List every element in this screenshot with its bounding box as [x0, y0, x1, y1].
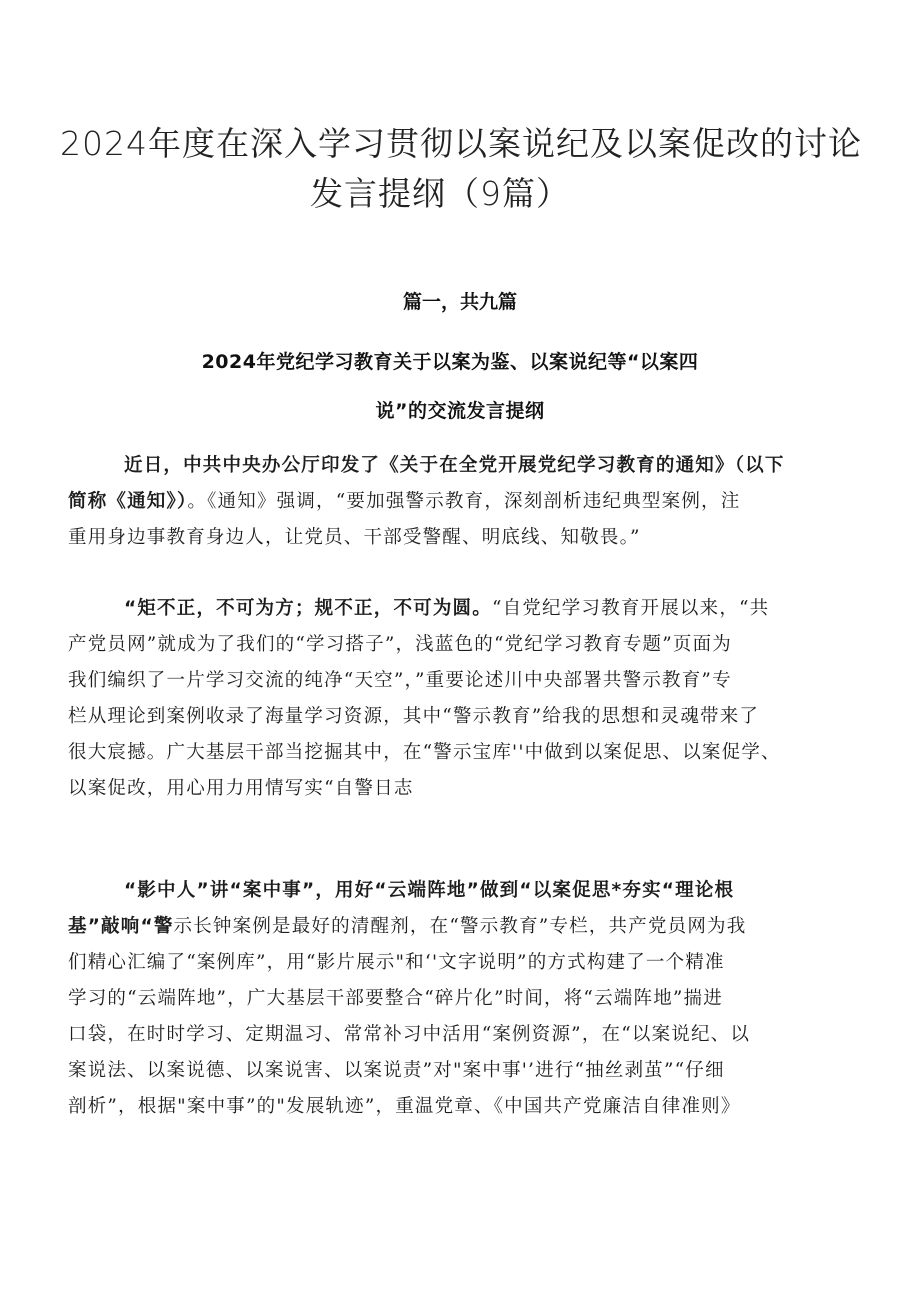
subtitle-line-2: 说”的交流发言提纲 — [375, 400, 545, 422]
bold-lead-text: 简称《通知》） — [68, 491, 188, 512]
paragraph-line — [68, 1017, 858, 1053]
paragraph-line — [68, 699, 858, 735]
paragraph-line — [68, 448, 858, 484]
document-title-line-2: 发言提纲（9篇） — [310, 174, 570, 213]
body-text: 们精心汇编了“案例库”，用“影片展示"和‘'文字说明”的方式构建了一个精准 — [68, 952, 725, 973]
bold-lead-text: “影中人”讲“案中事”，用好“云端阵地”做到“以案促思*夯实“理论根 — [124, 880, 735, 901]
paragraph-line — [68, 981, 858, 1017]
body-text: 学习的“云端阵地”，广大基层干部要整合“碎片化”时间，将“云端阵地”揣进 — [68, 988, 723, 1009]
body-text: 口袋，在时时学习、定期温习、常常补习中活用“案例资源”，在“以案说纪、以 — [68, 1024, 751, 1045]
body-text: 。《通知》强调，“要加强警示教育，深刻剖析违纪典型案例，注 — [187, 491, 741, 512]
section-label: 篇一，共九篇 — [402, 291, 517, 313]
document-title-line-1: 2024年度在深入学习贯彻以案说纪及以案促改的讨论 — [60, 124, 862, 163]
paragraph-line — [68, 771, 858, 807]
paragraph-3 — [68, 873, 858, 1125]
body-text: 很大宸撼。广大基层干部当挖掘其中，在“警示宝库''中做到以案促思、以案促学、 — [68, 742, 781, 763]
bold-lead-text: “矩不正，不可为方；规不正，不可为圆。 — [124, 598, 492, 619]
paragraph-line — [68, 1089, 858, 1125]
body-text: 我们编织了一片学习交流的纯净“天空”，”重要论述川中央部署共警示教育”专 — [68, 670, 732, 691]
paragraph-line — [68, 520, 858, 556]
body-text: 产党员网”就成为了我们的“学习搭子”，浅蓝色的“党纪学习教育专题”页面为 — [68, 634, 732, 655]
body-text: 示长钟案例是最好的清醒剂，在“警示教育”专栏，共产党员网为我 — [173, 916, 747, 937]
paragraph-line — [68, 873, 858, 909]
bold-lead-text: 基”敲响“警 — [68, 916, 174, 937]
paragraph-line — [68, 945, 858, 981]
body-text: “自党纪学习教育开展以来，“共 — [491, 598, 770, 619]
paragraph-line — [68, 1053, 858, 1089]
body-text: 重用身边事教育身边人，让党员、干部受警醒、明底线、知敬畏。” — [68, 527, 641, 548]
body-text: 栏从理论到案例收录了海量学习资源，其中“警示教育”给我的思想和灵魂带来了 — [68, 706, 760, 727]
paragraph-line — [68, 663, 858, 699]
bold-lead-text: 近日，中共中央办公厅印发了《关于在全党开展党纪学习教育的通知》（以下 — [124, 455, 785, 476]
paragraph-line — [68, 909, 858, 945]
paragraph-2 — [68, 591, 858, 807]
body-text: 剖析”，根据"案中事”的"发展轨迹”，重温党章、《中国共产党廉洁自律准则》 — [68, 1096, 741, 1117]
paragraph-1 — [68, 448, 858, 556]
subtitle-line-1: 2024年党纪学习教育关于以案为鉴、以案说纪等“以案四 — [201, 351, 699, 373]
paragraph-line — [68, 591, 858, 627]
body-text: 以案促改，用心用力用情写实“自警日志 — [68, 778, 414, 799]
paragraph-line — [68, 735, 858, 771]
body-text: 案说法、以案说德、以案说害、以案说责”对"案中事'’进行“抽丝剥茧”“仔细 — [68, 1060, 725, 1081]
paragraph-line — [68, 484, 858, 520]
paragraph-line — [68, 627, 858, 663]
